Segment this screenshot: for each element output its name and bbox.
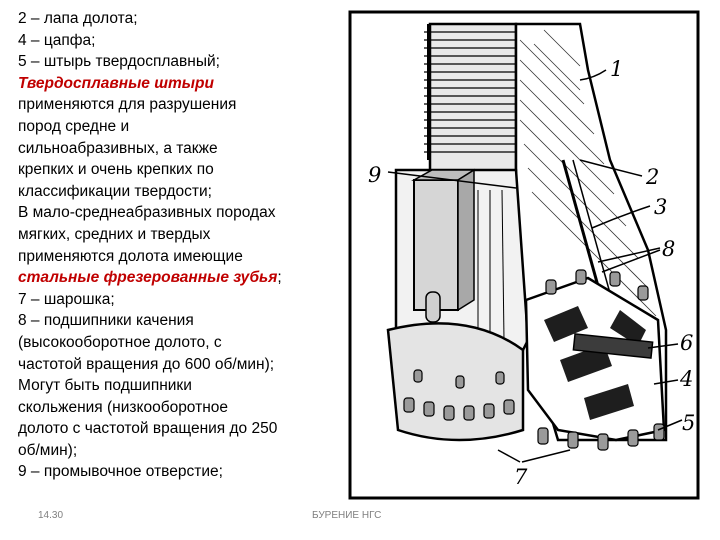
callout-5: 5	[682, 411, 696, 435]
cone-left	[388, 323, 523, 440]
text-line: мягких, средних и твердых	[18, 225, 211, 243]
callout-1: 1	[610, 57, 624, 81]
drill-bit-diagram	[348, 10, 700, 500]
highlight-milled-teeth: стальные фрезерованные зубья	[18, 269, 278, 287]
text-line: 8 – подшипники качения	[18, 312, 194, 330]
text-line: об/мин);	[18, 441, 78, 459]
callout-9: 9	[368, 163, 382, 187]
text-line: частотой вращения до 600 об/мин);	[18, 355, 275, 373]
text-line: классификации твердости;	[18, 182, 212, 200]
threaded-pin	[424, 24, 522, 184]
callout-4: 4	[680, 367, 694, 391]
footer-date: 14.30	[38, 510, 64, 521]
description-text	[18, 8, 348, 483]
text-line: скольжения (низкооборотное	[18, 398, 228, 416]
text-line: применяются долота имеющие	[18, 247, 243, 265]
callout-8: 8	[662, 237, 676, 261]
callout-2: 2	[646, 165, 660, 189]
text-line: 7 – шарошка;	[18, 290, 115, 308]
footer-title: БУРЕНИЕ НГС	[312, 510, 382, 521]
highlight-carbide-pins: Твердосплавные штыри	[18, 74, 214, 92]
text-line: Могут быть подшипники	[18, 377, 192, 395]
text-line: долото с частотой вращения до 250	[18, 420, 278, 438]
callout-6: 6	[680, 331, 694, 355]
drill-bit-drawing	[348, 10, 700, 500]
text-line: крепких и очень крепких по	[18, 161, 214, 179]
text-line: пород средне и	[18, 117, 130, 135]
text-line: 9 – промывочное отверстие;	[18, 463, 223, 481]
text-line: сильноабразивных, а также	[18, 139, 218, 157]
callout-7: 7	[514, 465, 528, 489]
text-line: 5 – штырь твердосплавный;	[18, 53, 220, 71]
callout-3: 3	[654, 195, 668, 219]
text-line: 4 – цапфа;	[18, 31, 96, 49]
text-line	[18, 267, 348, 289]
text-line: В мало-среднеабразивных породах	[18, 204, 276, 222]
text-line: 2 – лапа долота;	[18, 10, 138, 27]
text-fragment: ;	[277, 269, 282, 287]
text-line: (высокооборотное долото, с	[18, 333, 222, 351]
text-line: применяются для разрушения	[18, 96, 237, 114]
